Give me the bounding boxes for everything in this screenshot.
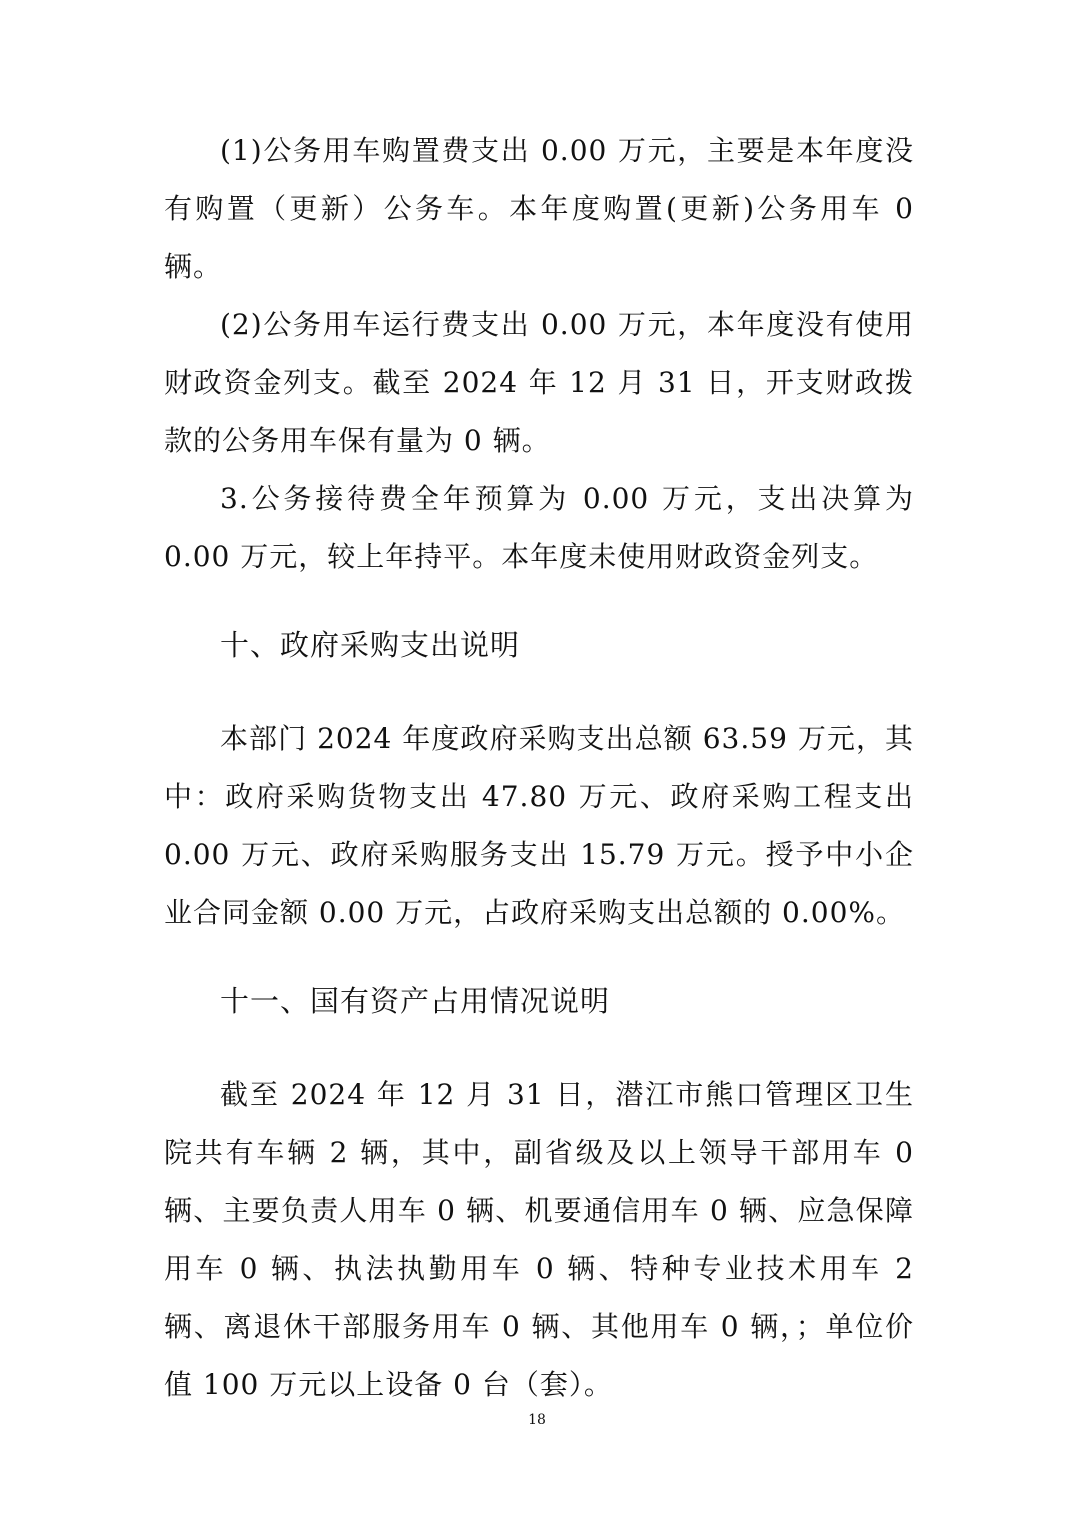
- section-11-heading: 十一、国有资产占用情况说明: [220, 984, 611, 1018]
- paragraph-car-operation: (2)公务用车运行费支出 0.00 万元，本年度没有使用财政资金列支。截至 2024 年 12 月 31 日，开支财政拨款的公务用车保有量为 0 辆。: [164, 308, 914, 457]
- section-10-body: 本部门 2024 年度政府采购支出总额 63.59 万元，其中：政府采购货物支出 47.80 万元、政府采购工程支出 0.00 万元、政府采购服务支出 15.79 万元。授予中小企业合同金额 0.00 万元，占政府采购支出总额的 0.00%。: [164, 722, 914, 929]
- section-11-body: 截至 2024 年 12 月 31 日，潜江市熊口管理区卫生院共有车辆 2 辆，其中，副省级及以上领导干部用车 0 辆、主要负责人用车 0 辆、机要通信用车 0 辆、应急保障用车 0 辆、执法执勤用车 0 辆、特种专业技术用车 2 辆、离退休干部服务用车 0 辆、其他用车 0 辆，；单位价值 100 万元以上设备 0 台（套）。: [164, 1078, 914, 1401]
- page-number: 18: [528, 1412, 546, 1428]
- paragraph-car-purchase: (1)公务用车购置费支出 0.00 万元，主要是本年度没有购置（更新）公务车。本年度购置(更新)公务用车 0 辆。: [164, 134, 914, 283]
- paragraph-reception: 3.公务接待费全年预算为 0.00 万元，支出决算为 0.00 万元，较上年持平。本年度未使用财政资金列支。: [164, 482, 914, 573]
- spacer: [164, 586, 914, 616]
- spacer: [164, 1030, 914, 1066]
- spacer: [164, 942, 914, 972]
- spacer: [164, 674, 914, 710]
- page-content: [164, 122, 914, 1414]
- section-10-heading: 十、政府采购支出说明: [220, 628, 521, 662]
